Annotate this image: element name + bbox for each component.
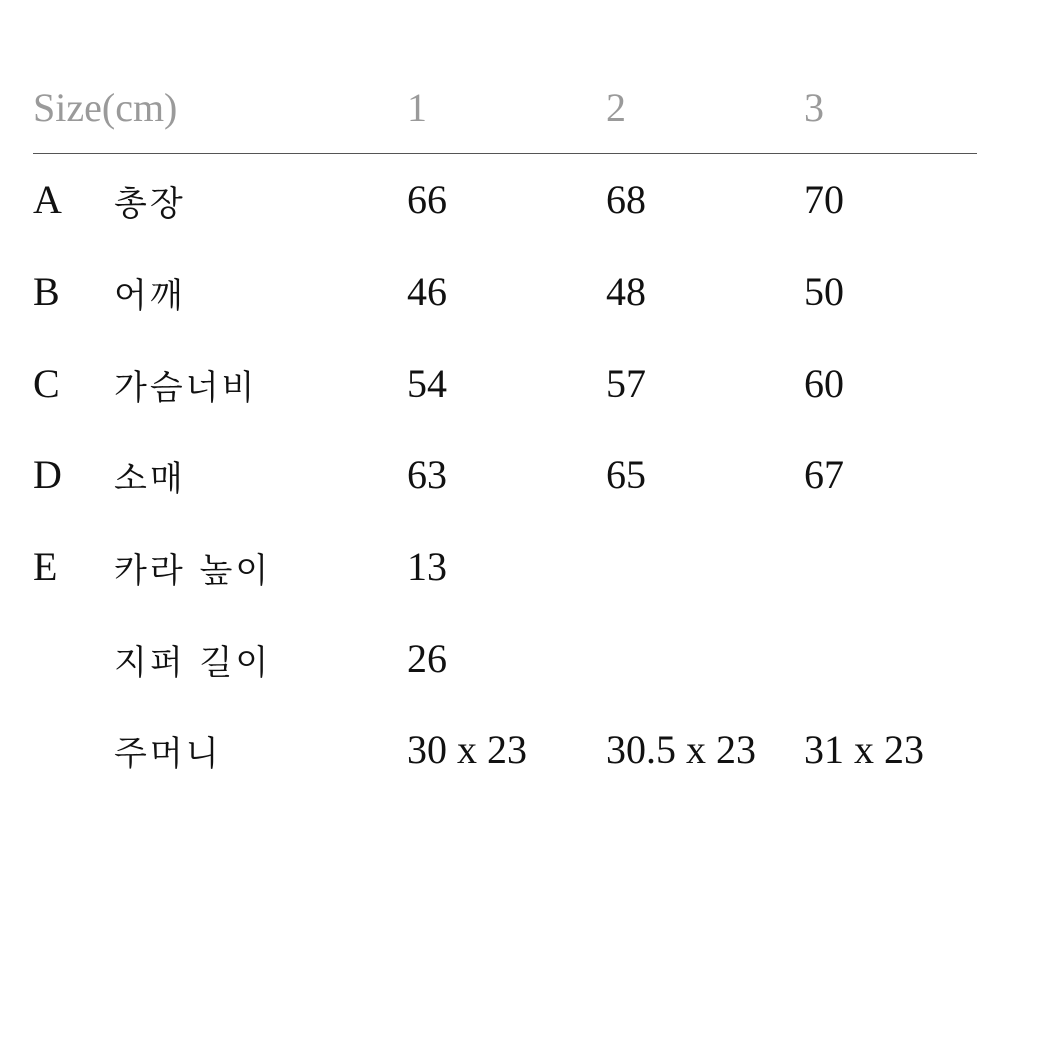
row-value-size-1: 26 [407, 636, 447, 681]
row-value-size-1: 30 x 23 [407, 727, 527, 772]
row-value-size-1: 46 [407, 269, 447, 314]
header-size-1: 1 [407, 85, 427, 130]
row-letter: B [33, 269, 60, 314]
row-value-size-3: 31 x 23 [804, 727, 924, 772]
row-letter: D [33, 452, 62, 497]
row-label: 지퍼 길이 [114, 643, 272, 683]
row-value-size-1: 63 [407, 452, 447, 497]
header-size-3: 3 [804, 85, 824, 130]
table-row [0, 268, 1042, 328]
row-value-size-3: 60 [804, 361, 844, 406]
row-value-size-1: 54 [407, 361, 447, 406]
table-row [0, 176, 1042, 236]
row-value-size-2: 48 [606, 269, 646, 314]
row-label: 주머니 [114, 734, 222, 774]
row-value-size-2: 30.5 x 23 [606, 727, 756, 772]
row-value-size-3: 70 [804, 177, 844, 222]
row-value-size-3: 67 [804, 452, 844, 497]
table-row [0, 543, 1042, 603]
row-value-size-2: 68 [606, 177, 646, 222]
table-row [0, 635, 1042, 695]
row-value-size-2: 65 [606, 452, 646, 497]
header-size-2: 2 [606, 85, 626, 130]
row-label: 가슴너비 [114, 368, 258, 408]
header-divider [33, 153, 977, 154]
row-value-size-1: 66 [407, 177, 447, 222]
header-title: Size(cm) [33, 85, 178, 130]
table-row [0, 360, 1042, 420]
row-label: 어깨 [114, 276, 186, 316]
row-value-size-3: 50 [804, 269, 844, 314]
table-row [0, 726, 1042, 786]
row-label: 소매 [114, 459, 186, 499]
row-letter: C [33, 361, 60, 406]
row-label: 총장 [114, 184, 186, 224]
row-letter: E [33, 544, 58, 589]
row-value-size-2: 57 [606, 361, 646, 406]
table-row [0, 451, 1042, 511]
row-label: 카라 높이 [114, 551, 272, 591]
row-value-size-1: 13 [407, 544, 447, 589]
row-letter: A [33, 177, 62, 222]
